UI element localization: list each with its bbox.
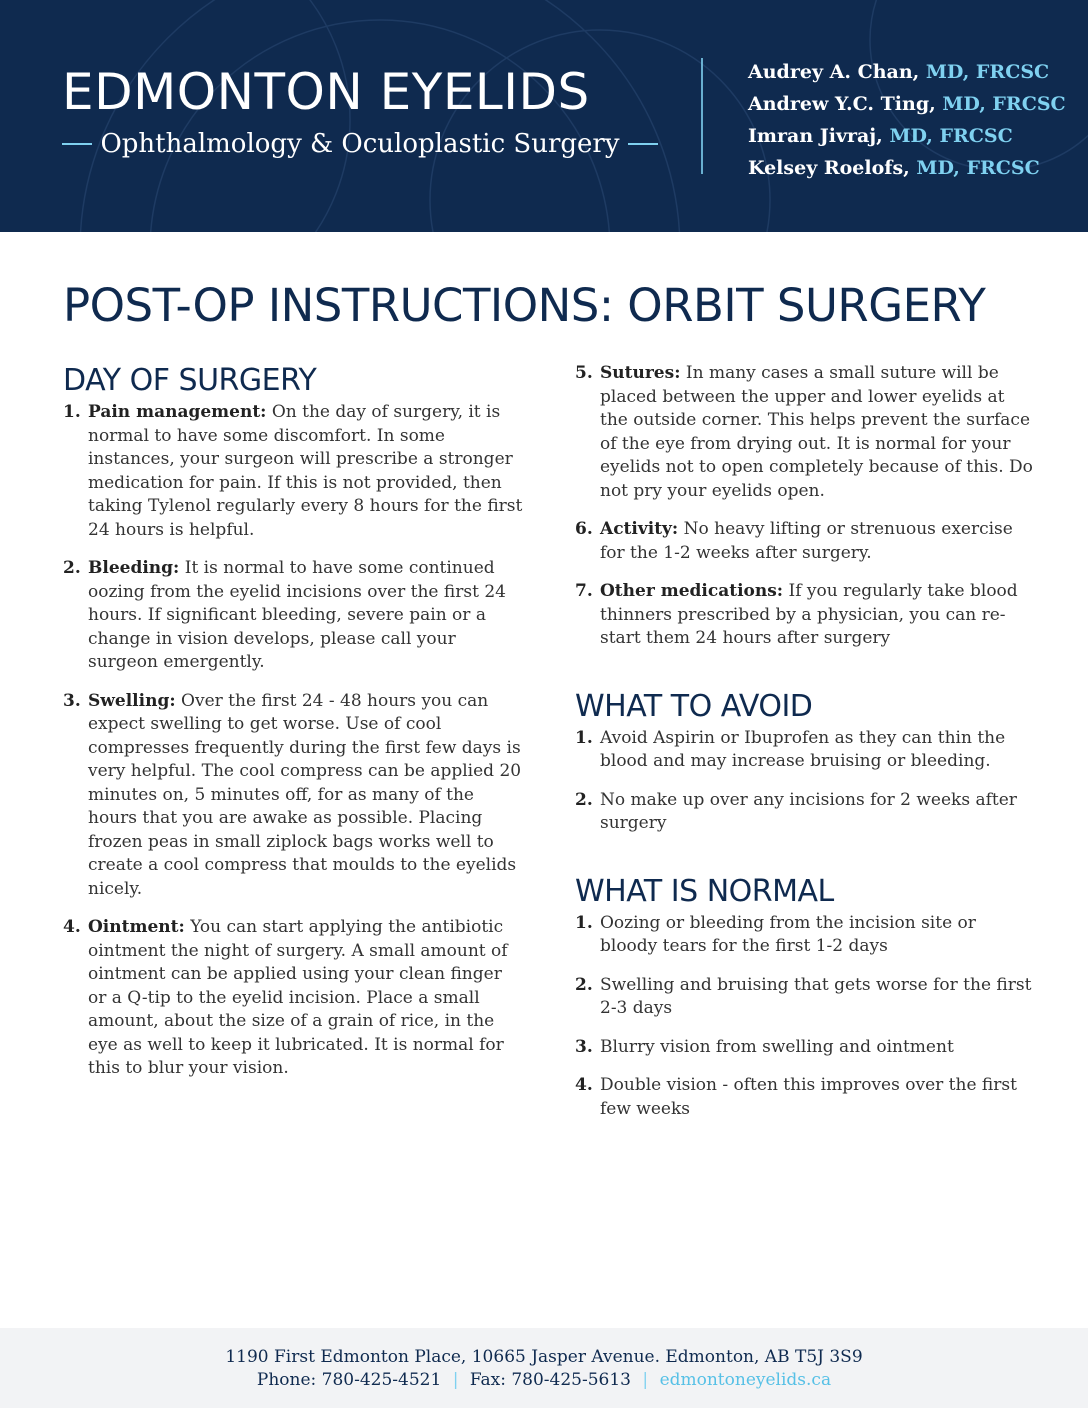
item-text: Over the first 24 - 48 hours you can expect swelling to get worse. Use of cool compresses frequently during the first few days is very helpful. The cool compress can be applied 20 minutes on, 5 minutes off, for as many of the hours that you are awake as possible. Placing frozen peas in small ziplock bags works well to create a cool compress that moulds to the eyelids nicely. [88, 690, 522, 899]
item-number: 7. [575, 581, 593, 601]
footer [0, 1328, 1088, 1408]
list-item [575, 974, 1035, 1021]
item-number: 4. [63, 917, 81, 937]
footer-fax: Fax: 780-425-5613 [469, 1370, 632, 1390]
item-label: Swelling: [88, 690, 176, 711]
list-item [575, 362, 1035, 503]
dash-left [62, 143, 92, 145]
item-label: Bleeding: [88, 558, 180, 578]
section-spacer [575, 851, 1035, 873]
right-column [575, 362, 1035, 1136]
list-item [575, 1036, 1035, 1060]
footer-separator: | [452, 1370, 459, 1390]
item-text: If you regularly take blood thinners prescribed by a physician, you can re-start them 24 hours after surgery [600, 581, 1018, 648]
item-text: Avoid Aspirin or Ibuprofen as they can thin the blood and may increase bruising or bleeding. [600, 727, 1006, 771]
left-column [63, 362, 523, 1096]
what-to-avoid-list [575, 727, 1035, 836]
dash-right [628, 143, 658, 145]
item-label: Sutures: [600, 363, 681, 383]
item-number: 2. [575, 789, 593, 810]
doctor-credentials: MD, FRCSC [925, 61, 1050, 83]
list-item [63, 916, 523, 1081]
item-number: 5. [575, 363, 593, 383]
item-text: Swelling and bruising that gets worse for the first 2-3 days [600, 974, 1032, 1018]
footer-phone: Phone: 780-425-4521 [256, 1370, 442, 1390]
page-title: POST-OP INSTRUCTIONS: ORBIT SURGERY [63, 279, 986, 332]
footer-website-link[interactable]: edmontoneyelids.ca [659, 1370, 832, 1390]
item-number: 1. [575, 912, 593, 933]
item-text: No make up over any incisions for 2 weeks after surgery [600, 789, 1017, 833]
list-item [575, 912, 1035, 959]
item-text: No heavy lifting or strenuous exercise for the 1-2 weeks after surgery. [600, 519, 1013, 563]
list-item [575, 789, 1035, 836]
item-number: 1. [575, 727, 593, 748]
brand-subtitle-text: Ophthalmology & Oculoplastic Surgery [100, 129, 620, 159]
item-number: 4. [575, 1075, 593, 1095]
doctor-item [748, 120, 1068, 152]
doctor-name: Imran Jivraj, [748, 125, 883, 147]
item-number: 2. [575, 974, 593, 995]
item-number: 3. [575, 1036, 593, 1057]
list-item [575, 727, 1035, 774]
brand-logo [62, 62, 658, 164]
list-item [63, 690, 523, 902]
item-number: 3. [63, 690, 81, 711]
list-item [575, 580, 1035, 651]
section-heading-what-to-avoid: WHAT TO AVOID [575, 688, 813, 724]
item-number: 2. [63, 558, 81, 578]
doctor-name: Andrew Y.C. Ting, [748, 93, 936, 115]
item-text: Double vision - often this improves over the first few weeks [600, 1075, 1017, 1119]
footer-address: 1190 First Edmonton Place, 10665 Jasper Avenue. Edmonton, AB T5J 3S9 [225, 1347, 863, 1367]
brand-name: EDMONTON EYELIDS [62, 63, 590, 121]
item-text: In many cases a small suture will be placed between the upper and lower eyelids at the outside corner. This helps prevent the surface of the eye from drying out. It is normal for your eyelids not to open completely because of this. Do not pry your eyelids open. [600, 363, 1033, 501]
item-text: On the day of surgery, it is normal to have some discomfort. In some instances, your surgeon will prescribe a stronger medication for pain. If this is not provided, then taking Tylenol regularly every 8 hours for the first 24 hours is helpful. [88, 402, 523, 540]
item-text: Blurry vision from swelling and ointment [600, 1036, 954, 1057]
footer-separator: | [642, 1370, 649, 1390]
footer-contact [0, 1369, 1088, 1392]
list-item [575, 1074, 1035, 1121]
what-is-normal-list [575, 912, 1035, 1122]
doctor-credentials: MD, FRCSC [942, 93, 1066, 115]
item-text: It is normal to have some continued oozing from the eyelid incisions over the first 24 hours. If significant bleeding, severe pain or a change in vision develops, please call your surgeon emergently. [88, 558, 506, 672]
section-spacer [575, 666, 1035, 688]
day-of-surgery-list [63, 401, 523, 1081]
doctor-item [748, 88, 1068, 120]
section-heading-day-of-surgery: DAY OF SURGERY [63, 363, 317, 398]
doctor-credentials: MD, FRCSC [916, 157, 1040, 179]
item-text: You can start applying the antibiotic ointment the night of surgery. A small amount of ointment can be applied using your clean finger or a Q-tip to the eyelid incision. Place a small amount, about the size of a grain of rice, in the eye as well to keep it lubricated. It is normal for this to blur your vision. [88, 917, 508, 1078]
doctor-name: Kelsey Roelofs, [748, 157, 910, 179]
list-item [63, 401, 523, 542]
section-heading-what-is-normal: WHAT IS NORMAL [575, 873, 834, 909]
header-banner [0, 0, 1088, 232]
item-text: Oozing or bleeding from the incision site or bloody tears for the first 1-2 days [600, 912, 976, 956]
item-label: Other medications: [600, 581, 784, 601]
item-number: 1. [63, 402, 81, 422]
item-label: Ointment: [88, 917, 185, 937]
doctor-list [748, 56, 1068, 184]
doctor-item [748, 152, 1068, 184]
doctor-name: Audrey A. Chan, [748, 61, 920, 83]
item-label: Activity: [600, 519, 679, 539]
day-of-surgery-list-continued [575, 362, 1035, 651]
item-label: Pain management: [88, 402, 267, 422]
doctor-item [748, 56, 1068, 88]
doctor-credentials: MD, FRCSC [889, 125, 1013, 147]
header-divider [701, 58, 703, 174]
brand-subtitle [62, 124, 658, 164]
list-item [575, 518, 1035, 565]
item-number: 6. [575, 519, 593, 539]
list-item [63, 557, 523, 675]
